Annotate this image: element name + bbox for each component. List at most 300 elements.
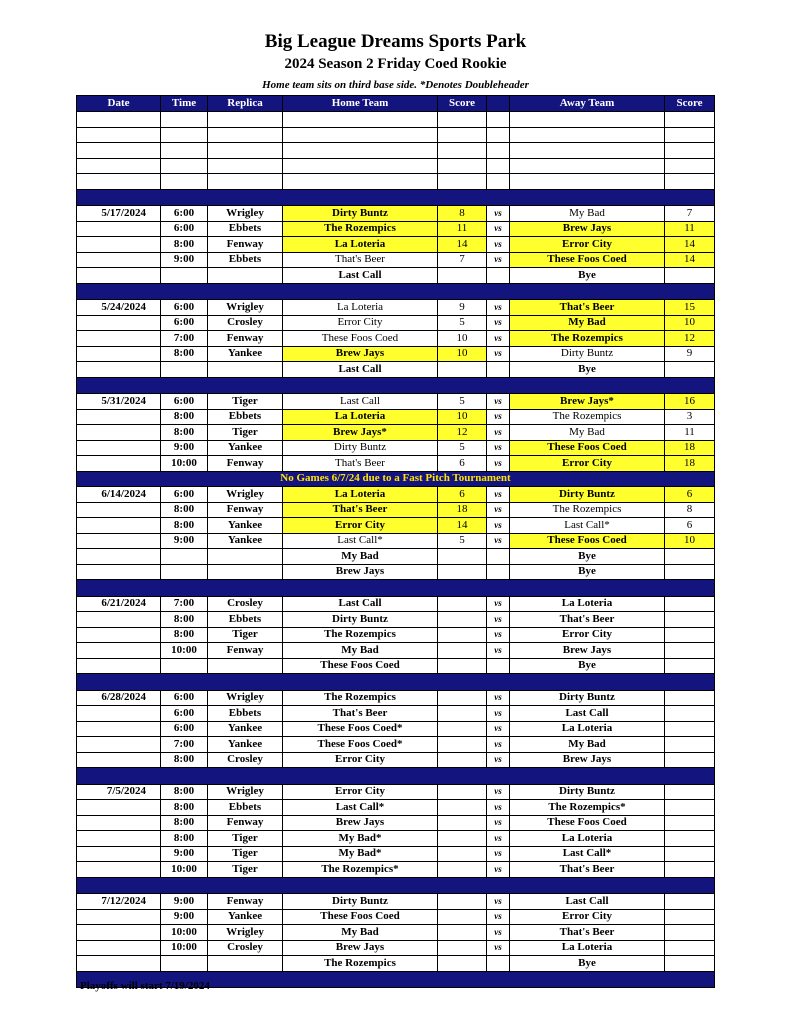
replica-cell: Crosley (208, 752, 283, 768)
home-team-cell: My Bad* (283, 846, 438, 862)
home-score-cell (438, 158, 487, 174)
replica-cell (208, 564, 283, 580)
game-row (77, 315, 715, 331)
game-row (77, 440, 715, 456)
away-score-cell (665, 846, 715, 862)
away-team-cell: My Bad (510, 315, 665, 331)
home-team-cell: These Foos Coed (283, 331, 438, 347)
col-header-away-team: Away Team (510, 96, 665, 112)
away-score-cell: 7 (665, 206, 715, 222)
vs-cell: vs (487, 221, 510, 237)
no-games-note-row (77, 471, 715, 487)
home-score-cell (438, 846, 487, 862)
home-score-cell (438, 909, 487, 925)
replica-cell: Yankee (208, 518, 283, 534)
replica-cell: Yankee (208, 440, 283, 456)
away-team-cell (510, 143, 665, 159)
time-cell: 7:00 (161, 596, 208, 612)
home-team-cell: Dirty Buntz (283, 894, 438, 910)
home-team-cell: Error City (283, 784, 438, 800)
home-score-cell (438, 956, 487, 972)
replica-cell: Crosley (208, 315, 283, 331)
vs-cell: vs (487, 909, 510, 925)
away-team-cell: Error City (510, 456, 665, 472)
home-score-cell (438, 737, 487, 753)
home-team-cell: Brew Jays (283, 346, 438, 362)
date-cell (77, 158, 161, 174)
vs-cell: vs (487, 440, 510, 456)
away-score-cell (665, 112, 715, 128)
game-row (77, 784, 715, 800)
away-score-cell (665, 956, 715, 972)
away-score-cell (665, 143, 715, 159)
replica-cell: Yankee (208, 533, 283, 549)
home-score-cell (438, 831, 487, 847)
time-cell: 9:00 (161, 894, 208, 910)
date-cell (77, 502, 161, 518)
home-team-cell: Last Call* (283, 533, 438, 549)
away-score-cell: 10 (665, 315, 715, 331)
game-row (77, 221, 715, 237)
home-team-cell: These Foos Coed (283, 658, 438, 674)
home-team-cell: My Bad (283, 643, 438, 659)
home-score-cell (438, 143, 487, 159)
blank-row (77, 112, 715, 128)
vs-cell (487, 956, 510, 972)
home-team-cell (283, 127, 438, 143)
game-row (77, 487, 715, 503)
date-cell: 6/28/2024 (77, 690, 161, 706)
away-score-cell (665, 549, 715, 565)
game-row (77, 518, 715, 534)
home-score-cell (438, 815, 487, 831)
home-team-cell: These Foos Coed* (283, 737, 438, 753)
away-team-cell: These Foos Coed (510, 440, 665, 456)
time-cell: 8:00 (161, 815, 208, 831)
away-team-cell: Bye (510, 564, 665, 580)
separator-cell (77, 580, 715, 597)
home-team-cell: The Rozempics (283, 627, 438, 643)
away-score-cell (665, 815, 715, 831)
time-cell (161, 549, 208, 565)
schedule-body (77, 112, 715, 988)
vs-cell: vs (487, 925, 510, 941)
header-row (77, 96, 715, 112)
home-team-cell: These Foos Coed (283, 909, 438, 925)
replica-cell: Crosley (208, 596, 283, 612)
time-cell: 9:00 (161, 252, 208, 268)
vs-cell (487, 549, 510, 565)
time-cell: 10:00 (161, 643, 208, 659)
date-cell (77, 752, 161, 768)
date-cell: 6/21/2024 (77, 596, 161, 612)
week-separator-row (77, 189, 715, 206)
home-team-cell: These Foos Coed* (283, 721, 438, 737)
away-team-cell: My Bad (510, 425, 665, 441)
away-team-cell: Error City (510, 627, 665, 643)
away-team-cell: Dirty Buntz (510, 346, 665, 362)
away-score-cell (665, 940, 715, 956)
time-cell: 8:00 (161, 237, 208, 253)
blank-row (77, 158, 715, 174)
vs-cell: vs (487, 456, 510, 472)
home-team-cell: Error City (283, 518, 438, 534)
time-cell: 7:00 (161, 737, 208, 753)
game-row (77, 612, 715, 628)
home-team-cell: Dirty Buntz (283, 612, 438, 628)
replica-cell: Fenway (208, 815, 283, 831)
away-team-cell: My Bad (510, 206, 665, 222)
game-row (77, 300, 715, 316)
away-score-cell: 18 (665, 440, 715, 456)
vs-cell: vs (487, 894, 510, 910)
vs-cell: vs (487, 737, 510, 753)
game-row (77, 940, 715, 956)
game-row (77, 831, 715, 847)
away-team-cell: Last Call (510, 706, 665, 722)
time-cell: 9:00 (161, 846, 208, 862)
home-score-cell (438, 800, 487, 816)
home-score-cell (438, 612, 487, 628)
home-score-cell (438, 643, 487, 659)
date-cell (77, 940, 161, 956)
time-cell: 9:00 (161, 440, 208, 456)
replica-cell: Ebbets (208, 800, 283, 816)
time-cell: 8:00 (161, 518, 208, 534)
date-cell (77, 268, 161, 284)
away-score-cell: 14 (665, 252, 715, 268)
date-cell (77, 815, 161, 831)
time-cell: 8:00 (161, 425, 208, 441)
home-team-cell (283, 143, 438, 159)
away-team-cell: That's Beer (510, 300, 665, 316)
away-team-cell: Bye (510, 956, 665, 972)
home-score-cell: 12 (438, 425, 487, 441)
vs-cell: vs (487, 533, 510, 549)
away-team-cell: Bye (510, 362, 665, 378)
vs-cell: vs (487, 425, 510, 441)
vs-cell: vs (487, 596, 510, 612)
week-separator-row (77, 377, 715, 394)
away-team-cell: These Foos Coed (510, 252, 665, 268)
away-score-cell (665, 627, 715, 643)
away-score-cell (665, 925, 715, 941)
replica-cell: Wrigley (208, 206, 283, 222)
home-score-cell (438, 721, 487, 737)
away-team-cell: Dirty Buntz (510, 784, 665, 800)
time-cell: 9:00 (161, 909, 208, 925)
away-team-cell: Bye (510, 549, 665, 565)
home-score-cell (438, 940, 487, 956)
date-cell (77, 737, 161, 753)
date-cell (77, 456, 161, 472)
time-cell: 10:00 (161, 925, 208, 941)
home-team-cell (283, 112, 438, 128)
vs-cell: vs (487, 331, 510, 347)
replica-cell (208, 956, 283, 972)
away-team-cell (510, 112, 665, 128)
away-score-cell (665, 721, 715, 737)
away-score-cell (665, 158, 715, 174)
time-cell: 6:00 (161, 721, 208, 737)
away-score-cell: 10 (665, 533, 715, 549)
date-cell (77, 425, 161, 441)
replica-cell: Yankee (208, 721, 283, 737)
week-separator-row (77, 877, 715, 894)
home-team-cell: The Rozempics (283, 221, 438, 237)
time-cell: 8:00 (161, 612, 208, 628)
home-score-cell (438, 564, 487, 580)
home-score-cell: 5 (438, 394, 487, 410)
away-team-cell: Brew Jays (510, 752, 665, 768)
home-score-cell: 6 (438, 487, 487, 503)
away-score-cell (665, 894, 715, 910)
game-row (77, 409, 715, 425)
home-score-cell (438, 174, 487, 190)
game-row (77, 206, 715, 222)
time-cell: 8:00 (161, 409, 208, 425)
game-row (77, 394, 715, 410)
game-row (77, 690, 715, 706)
date-cell: 7/12/2024 (77, 894, 161, 910)
date-cell (77, 658, 161, 674)
date-cell (77, 800, 161, 816)
vs-cell (487, 158, 510, 174)
col-header-away-score: Score (665, 96, 715, 112)
replica-cell (208, 112, 283, 128)
vs-cell: vs (487, 237, 510, 253)
home-score-cell: 5 (438, 315, 487, 331)
away-team-cell: The Rozempics (510, 331, 665, 347)
away-team-cell: My Bad (510, 737, 665, 753)
separator-cell (77, 189, 715, 206)
date-cell (77, 925, 161, 941)
time-cell: 9:00 (161, 533, 208, 549)
week-separator-row (77, 283, 715, 300)
away-team-cell: Brew Jays (510, 643, 665, 659)
away-team-cell (510, 127, 665, 143)
replica-cell: Fenway (208, 894, 283, 910)
vs-cell: vs (487, 502, 510, 518)
away-team-cell: Brew Jays* (510, 394, 665, 410)
away-score-cell (665, 174, 715, 190)
vs-cell (487, 143, 510, 159)
vs-cell: vs (487, 252, 510, 268)
home-score-cell (438, 658, 487, 674)
game-row (77, 737, 715, 753)
replica-cell: Tiger (208, 831, 283, 847)
date-cell (77, 221, 161, 237)
away-score-cell (665, 690, 715, 706)
week-separator-row (77, 580, 715, 597)
game-row (77, 596, 715, 612)
time-cell (161, 112, 208, 128)
bye-row (77, 549, 715, 565)
date-cell (77, 862, 161, 878)
away-team-cell: The Rozempics* (510, 800, 665, 816)
replica-cell: Fenway (208, 331, 283, 347)
time-cell: 6:00 (161, 690, 208, 706)
away-team-cell: That's Beer (510, 612, 665, 628)
no-games-note: No Games 6/7/24 due to a Fast Pitch Tournament (77, 471, 715, 487)
home-team-cell: Dirty Buntz (283, 206, 438, 222)
vs-cell: vs (487, 518, 510, 534)
replica-cell (208, 127, 283, 143)
time-cell (161, 268, 208, 284)
blank-row (77, 127, 715, 143)
home-score-cell (438, 112, 487, 128)
date-cell (77, 533, 161, 549)
away-score-cell (665, 658, 715, 674)
time-cell: 6:00 (161, 315, 208, 331)
game-row (77, 456, 715, 472)
home-team-cell: The Rozempics (283, 690, 438, 706)
date-cell: 6/14/2024 (77, 487, 161, 503)
away-team-cell: Bye (510, 658, 665, 674)
vs-cell: vs (487, 706, 510, 722)
replica-cell: Fenway (208, 237, 283, 253)
replica-cell: Wrigley (208, 784, 283, 800)
away-team-cell: Error City (510, 909, 665, 925)
time-cell: 10:00 (161, 456, 208, 472)
game-row (77, 846, 715, 862)
home-score-cell: 14 (438, 237, 487, 253)
away-score-cell (665, 737, 715, 753)
date-cell (77, 956, 161, 972)
date-cell (77, 831, 161, 847)
replica-cell: Ebbets (208, 221, 283, 237)
game-row (77, 752, 715, 768)
time-cell: 8:00 (161, 627, 208, 643)
vs-cell: vs (487, 831, 510, 847)
date-cell (77, 409, 161, 425)
away-team-cell: Brew Jays (510, 221, 665, 237)
vs-cell: vs (487, 815, 510, 831)
vs-cell: vs (487, 627, 510, 643)
date-cell (77, 706, 161, 722)
home-score-cell (438, 784, 487, 800)
separator-cell (77, 674, 715, 691)
game-row (77, 331, 715, 347)
away-team-cell: These Foos Coed (510, 533, 665, 549)
vs-cell: vs (487, 784, 510, 800)
away-score-cell (665, 909, 715, 925)
away-team-cell: The Rozempics (510, 409, 665, 425)
separator-cell (77, 377, 715, 394)
replica-cell: Wrigley (208, 487, 283, 503)
away-team-cell: Bye (510, 268, 665, 284)
date-cell (77, 237, 161, 253)
away-team-cell: Last Call* (510, 518, 665, 534)
home-team-cell: Error City (283, 315, 438, 331)
replica-cell (208, 268, 283, 284)
game-row (77, 533, 715, 549)
game-row (77, 346, 715, 362)
bye-row (77, 658, 715, 674)
away-team-cell: La Loteria (510, 721, 665, 737)
game-row (77, 925, 715, 941)
home-team-cell: Brew Jays* (283, 425, 438, 441)
home-score-cell (438, 752, 487, 768)
home-team-cell: Last Call (283, 394, 438, 410)
replica-cell: Ebbets (208, 706, 283, 722)
home-team-cell: Brew Jays (283, 940, 438, 956)
vs-cell: vs (487, 394, 510, 410)
vs-cell: vs (487, 846, 510, 862)
time-cell (161, 658, 208, 674)
date-cell (77, 564, 161, 580)
home-score-cell: 8 (438, 206, 487, 222)
home-team-cell: Error City (283, 752, 438, 768)
game-row (77, 800, 715, 816)
replica-cell: Yankee (208, 346, 283, 362)
vs-cell: vs (487, 206, 510, 222)
away-score-cell: 8 (665, 502, 715, 518)
home-team-cell (283, 158, 438, 174)
away-score-cell: 16 (665, 394, 715, 410)
home-team-cell: The Rozempics (283, 956, 438, 972)
replica-cell: Yankee (208, 909, 283, 925)
away-team-cell: La Loteria (510, 596, 665, 612)
replica-cell: Tiger (208, 846, 283, 862)
col-header-home-team: Home Team (283, 96, 438, 112)
away-team-cell: Dirty Buntz (510, 690, 665, 706)
replica-cell: Tiger (208, 862, 283, 878)
home-score-cell: 5 (438, 440, 487, 456)
date-cell (77, 112, 161, 128)
vs-cell: vs (487, 721, 510, 737)
away-score-cell (665, 127, 715, 143)
home-team-cell: That's Beer (283, 252, 438, 268)
away-team-cell (510, 174, 665, 190)
replica-cell: Tiger (208, 425, 283, 441)
date-cell: 5/17/2024 (77, 206, 161, 222)
replica-cell: Fenway (208, 456, 283, 472)
away-score-cell: 15 (665, 300, 715, 316)
away-score-cell (665, 831, 715, 847)
home-score-cell (438, 706, 487, 722)
game-row (77, 643, 715, 659)
time-cell (161, 362, 208, 378)
date-cell (77, 127, 161, 143)
home-team-cell: That's Beer (283, 456, 438, 472)
vs-cell (487, 658, 510, 674)
time-cell: 6:00 (161, 706, 208, 722)
home-team-cell: Brew Jays (283, 815, 438, 831)
time-cell: 8:00 (161, 346, 208, 362)
away-score-cell: 12 (665, 331, 715, 347)
time-cell: 8:00 (161, 831, 208, 847)
time-cell: 6:00 (161, 221, 208, 237)
away-score-cell: 14 (665, 237, 715, 253)
vs-cell (487, 362, 510, 378)
game-row (77, 706, 715, 722)
date-cell: 5/24/2024 (77, 300, 161, 316)
game-row (77, 909, 715, 925)
home-score-cell (438, 596, 487, 612)
game-row (77, 862, 715, 878)
vs-cell: vs (487, 346, 510, 362)
replica-cell: Fenway (208, 502, 283, 518)
time-cell (161, 158, 208, 174)
vs-cell: vs (487, 752, 510, 768)
replica-cell: Ebbets (208, 252, 283, 268)
home-score-cell (438, 268, 487, 284)
time-cell: 8:00 (161, 784, 208, 800)
away-team-cell: That's Beer (510, 862, 665, 878)
schedule-note: Home team sits on third base side. *Denotes Doubleheader (262, 79, 529, 91)
replica-cell (208, 158, 283, 174)
